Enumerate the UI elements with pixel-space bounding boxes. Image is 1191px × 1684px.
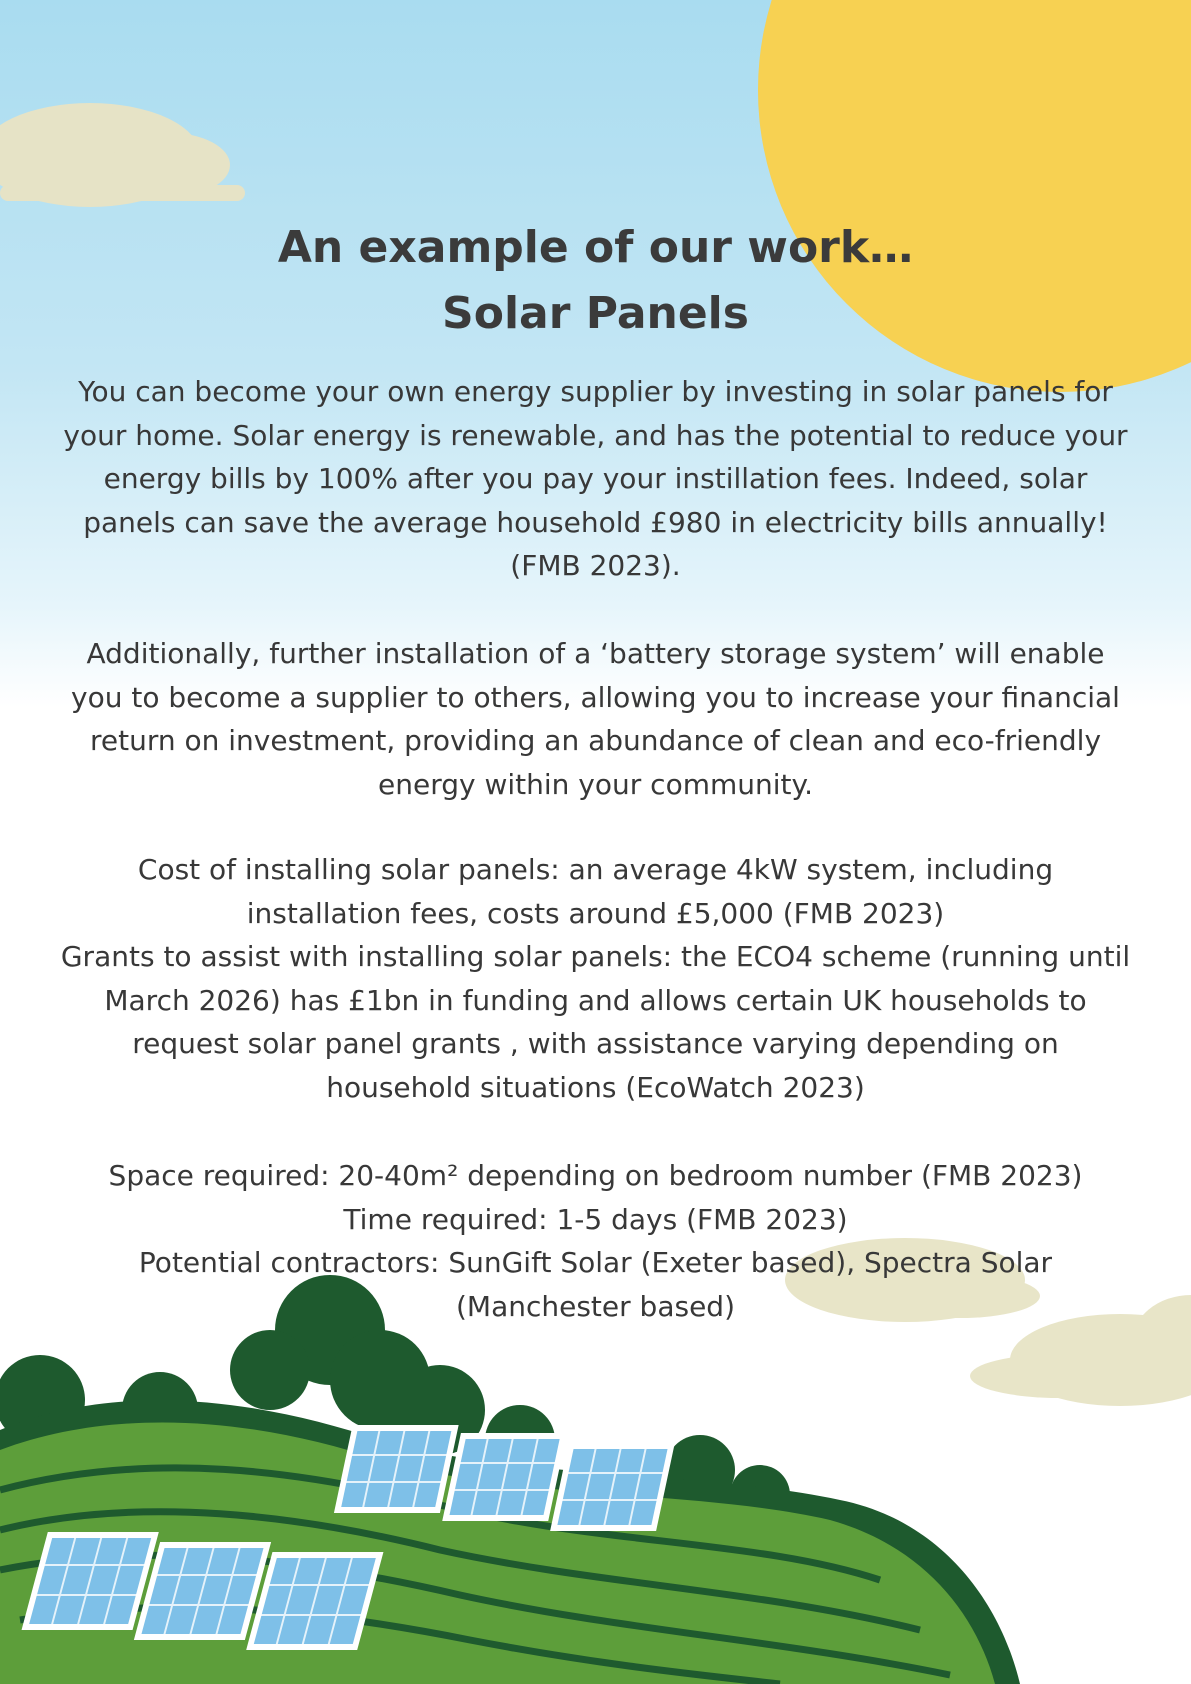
page-title-line1: An example of our work… — [277, 222, 914, 273]
time-paragraph: Time required: 1-5 days (FMB 2023) — [343, 1203, 848, 1236]
page-title-line2: Solar Panels — [442, 288, 749, 339]
cost-paragraph: Cost of installing solar panels: an average 4kW system, including installation fees, costs around £5,000 (FMB 2023) — [137, 853, 1054, 930]
intro-paragraph: You can become your own energy supplier by investing in solar panels for your home. Solar energy is renewable, and has the potential to reduce your energy bills by 100% after you pay your instillation fees. Indeed, solar panels can save the average household £980 in electricity bills annually! (FMB 2023). — [63, 375, 1128, 583]
battery-paragraph: Additionally, further installation of a ‘battery storage system’ will enable you to become a supplier to others, allowing you to increase your financial return on investment, providing an abundance of clean and eco-friendly energy within your community. — [71, 637, 1120, 801]
space-paragraph: Space required: 20-40m² depending on bedroom number (FMB 2023) — [108, 1159, 1083, 1192]
contractors-paragraph: Potential contractors: SunGift Solar (Exeter based), Spectra Solar (Manchester based) — [138, 1246, 1053, 1323]
grants-paragraph: Grants to assist with installing solar panels: the ECO4 scheme (running until March 2026) has £1bn in funding and allows certain UK households to request solar panel grants , with assistance varying depending on household situations (EcoWatch 2023) — [60, 940, 1131, 1104]
